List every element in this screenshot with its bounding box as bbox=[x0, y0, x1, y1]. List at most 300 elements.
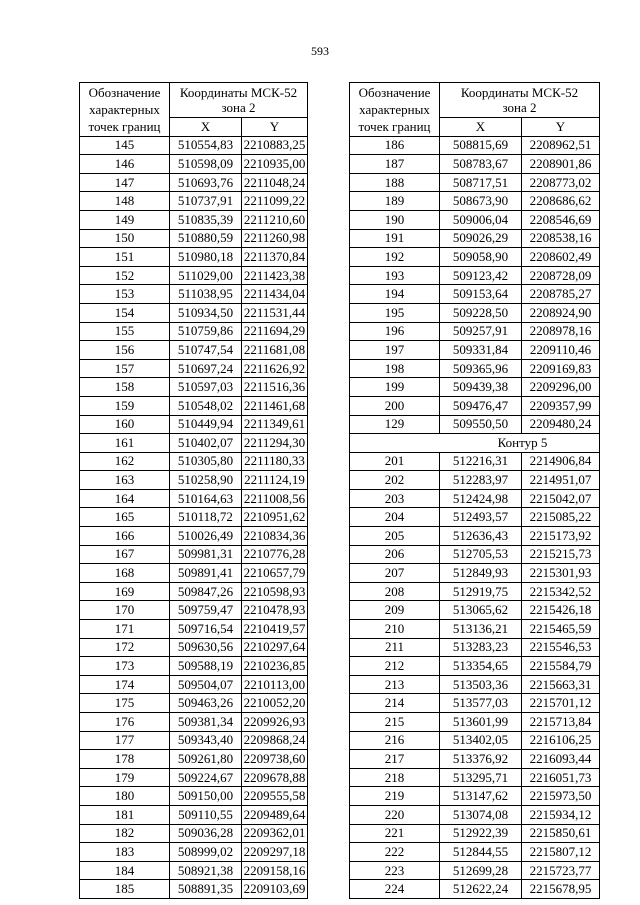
point-number-cell: 216 bbox=[350, 731, 440, 750]
point-number-cell: 217 bbox=[350, 750, 440, 769]
table-row bbox=[80, 396, 308, 415]
table-row bbox=[80, 527, 308, 546]
x-coordinate-cell: 510759,86 bbox=[170, 322, 242, 341]
y-coordinate-cell: 2215934,12 bbox=[522, 805, 600, 824]
x-coordinate-cell: 509476,47 bbox=[440, 396, 522, 415]
y-coordinate-cell: 2211531,44 bbox=[242, 303, 308, 322]
table-row bbox=[350, 378, 600, 397]
point-number-cell: 194 bbox=[350, 285, 440, 304]
table-row bbox=[80, 787, 308, 806]
x-coordinate-cell: 509110,55 bbox=[170, 805, 242, 824]
point-number-cell: 180 bbox=[80, 787, 170, 806]
table-row bbox=[80, 378, 308, 397]
x-coordinate-cell: 512699,28 bbox=[440, 861, 522, 880]
point-number-cell: 168 bbox=[80, 564, 170, 583]
point-number-cell: 181 bbox=[80, 805, 170, 824]
coordinates-table-right bbox=[349, 82, 600, 899]
x-coordinate-cell: 508815,69 bbox=[440, 136, 522, 155]
table-row bbox=[80, 601, 308, 620]
y-coordinate-cell: 2211294,30 bbox=[242, 434, 308, 453]
y-coordinate-cell: 2210236,85 bbox=[242, 657, 308, 676]
point-number-cell: 197 bbox=[350, 341, 440, 360]
header-y: Y bbox=[522, 118, 600, 137]
point-number-cell: 222 bbox=[350, 843, 440, 862]
point-number-cell: 211 bbox=[350, 638, 440, 657]
y-coordinate-cell: 2210883,25 bbox=[242, 136, 308, 155]
point-number-cell: 178 bbox=[80, 750, 170, 769]
x-coordinate-cell: 509550,50 bbox=[440, 415, 522, 434]
y-coordinate-cell: 2210834,36 bbox=[242, 527, 308, 546]
table-row bbox=[350, 266, 600, 285]
x-coordinate-cell: 510449,94 bbox=[170, 415, 242, 434]
point-number-cell: 129 bbox=[350, 415, 440, 434]
x-coordinate-cell: 512283,97 bbox=[440, 471, 522, 490]
y-coordinate-cell: 2208773,02 bbox=[522, 173, 600, 192]
x-coordinate-cell: 509381,34 bbox=[170, 713, 242, 732]
x-coordinate-cell: 512636,43 bbox=[440, 527, 522, 546]
table-row bbox=[350, 489, 600, 508]
table-row bbox=[80, 675, 308, 694]
table-row bbox=[350, 861, 600, 880]
x-coordinate-cell: 510980,18 bbox=[170, 248, 242, 267]
table-row bbox=[350, 508, 600, 527]
table-row bbox=[80, 452, 308, 471]
x-coordinate-cell: 510305,80 bbox=[170, 452, 242, 471]
x-coordinate-cell: 510747,54 bbox=[170, 341, 242, 360]
x-coordinate-cell: 512493,57 bbox=[440, 508, 522, 527]
y-coordinate-cell: 2209297,18 bbox=[242, 843, 308, 862]
table-row bbox=[80, 266, 308, 285]
x-coordinate-cell: 509981,31 bbox=[170, 545, 242, 564]
point-number-cell: 184 bbox=[80, 861, 170, 880]
point-number-cell: 189 bbox=[350, 192, 440, 211]
y-coordinate-cell: 2216093,44 bbox=[522, 750, 600, 769]
point-number-cell: 220 bbox=[350, 805, 440, 824]
y-coordinate-cell: 2208686,62 bbox=[522, 192, 600, 211]
x-coordinate-cell: 513503,36 bbox=[440, 675, 522, 694]
point-number-cell: 223 bbox=[350, 861, 440, 880]
x-coordinate-cell: 510554,83 bbox=[170, 136, 242, 155]
table-row bbox=[350, 694, 600, 713]
y-coordinate-cell: 2215713,84 bbox=[522, 713, 600, 732]
x-coordinate-cell: 512216,31 bbox=[440, 452, 522, 471]
y-coordinate-cell: 2211048,24 bbox=[242, 173, 308, 192]
point-number-cell: 193 bbox=[350, 266, 440, 285]
x-coordinate-cell: 509036,28 bbox=[170, 824, 242, 843]
x-coordinate-cell: 509228,50 bbox=[440, 303, 522, 322]
x-coordinate-cell: 508673,90 bbox=[440, 192, 522, 211]
table-row bbox=[350, 582, 600, 601]
table-row bbox=[80, 471, 308, 490]
y-coordinate-cell: 2215663,31 bbox=[522, 675, 600, 694]
x-coordinate-cell: 509439,38 bbox=[440, 378, 522, 397]
point-number-cell: 151 bbox=[80, 248, 170, 267]
y-coordinate-cell: 2208602,49 bbox=[522, 248, 600, 267]
table-row bbox=[350, 396, 600, 415]
header-point-label: Обозначение характерных точек границ bbox=[350, 83, 440, 137]
point-number-cell: 199 bbox=[350, 378, 440, 397]
table-row bbox=[350, 471, 600, 490]
table-row bbox=[80, 545, 308, 564]
x-coordinate-cell: 510548,02 bbox=[170, 396, 242, 415]
x-coordinate-cell: 509716,54 bbox=[170, 620, 242, 639]
table-row bbox=[350, 136, 600, 155]
x-coordinate-cell: 512844,55 bbox=[440, 843, 522, 862]
table-row bbox=[350, 229, 600, 248]
point-number-cell: 154 bbox=[80, 303, 170, 322]
x-coordinate-cell: 513601,99 bbox=[440, 713, 522, 732]
y-coordinate-cell: 2209110,46 bbox=[522, 341, 600, 360]
table-row bbox=[80, 750, 308, 769]
y-coordinate-cell: 2215584,79 bbox=[522, 657, 600, 676]
header-coords-label bbox=[170, 83, 308, 118]
table-row bbox=[80, 359, 308, 378]
y-coordinate-cell: 2208924,90 bbox=[522, 303, 600, 322]
x-coordinate-cell: 513283,23 bbox=[440, 638, 522, 657]
point-number-cell: 190 bbox=[350, 210, 440, 229]
point-number-cell: 212 bbox=[350, 657, 440, 676]
table-row bbox=[350, 880, 600, 899]
point-number-cell: 192 bbox=[350, 248, 440, 267]
table-row bbox=[350, 713, 600, 732]
y-coordinate-cell: 2211434,04 bbox=[242, 285, 308, 304]
point-number-cell: 179 bbox=[80, 768, 170, 787]
x-coordinate-cell: 513136,21 bbox=[440, 620, 522, 639]
x-coordinate-cell: 510118,72 bbox=[170, 508, 242, 527]
y-coordinate-cell: 2209357,99 bbox=[522, 396, 600, 415]
table-row bbox=[80, 322, 308, 341]
y-coordinate-cell: 2214906,84 bbox=[522, 452, 600, 471]
table-row bbox=[350, 322, 600, 341]
y-coordinate-cell: 2216051,73 bbox=[522, 768, 600, 787]
header-coords-line1: Координаты МСК-52 bbox=[179, 85, 298, 100]
x-coordinate-cell: 509504,07 bbox=[170, 675, 242, 694]
y-coordinate-cell: 2215546,53 bbox=[522, 638, 600, 657]
x-coordinate-cell: 509588,19 bbox=[170, 657, 242, 676]
table-row bbox=[80, 564, 308, 583]
point-number-cell: 224 bbox=[350, 880, 440, 899]
y-coordinate-cell: 2210478,93 bbox=[242, 601, 308, 620]
table-row bbox=[80, 731, 308, 750]
table-row bbox=[350, 657, 600, 676]
point-number-cell: 173 bbox=[80, 657, 170, 676]
coordinates-table-left bbox=[79, 82, 308, 899]
x-coordinate-cell: 512919,75 bbox=[440, 582, 522, 601]
x-coordinate-cell: 513376,92 bbox=[440, 750, 522, 769]
y-coordinate-cell: 2210419,57 bbox=[242, 620, 308, 639]
y-coordinate-cell: 2209738,60 bbox=[242, 750, 308, 769]
x-coordinate-cell: 510880,59 bbox=[170, 229, 242, 248]
point-number-cell: 160 bbox=[80, 415, 170, 434]
x-coordinate-cell: 513074,08 bbox=[440, 805, 522, 824]
table-row bbox=[350, 155, 600, 174]
table-row bbox=[80, 638, 308, 657]
table-row bbox=[80, 657, 308, 676]
x-coordinate-cell: 513402,05 bbox=[440, 731, 522, 750]
table-row bbox=[350, 192, 600, 211]
y-coordinate-cell: 2208728,09 bbox=[522, 266, 600, 285]
header-x: X bbox=[170, 118, 242, 137]
table-row bbox=[80, 155, 308, 174]
table-row bbox=[350, 843, 600, 862]
point-number-cell: 169 bbox=[80, 582, 170, 601]
x-coordinate-cell: 509847,26 bbox=[170, 582, 242, 601]
y-coordinate-cell: 2211124,19 bbox=[242, 471, 308, 490]
point-number-cell: 219 bbox=[350, 787, 440, 806]
point-number-cell: 206 bbox=[350, 545, 440, 564]
y-coordinate-cell: 2211099,22 bbox=[242, 192, 308, 211]
table-row bbox=[80, 582, 308, 601]
table-row bbox=[80, 210, 308, 229]
table-row bbox=[80, 489, 308, 508]
point-number-cell: 213 bbox=[350, 675, 440, 694]
y-coordinate-cell: 2211008,56 bbox=[242, 489, 308, 508]
point-number-cell: 188 bbox=[350, 173, 440, 192]
y-coordinate-cell: 2210052,20 bbox=[242, 694, 308, 713]
table-row bbox=[80, 620, 308, 639]
x-coordinate-cell: 513295,71 bbox=[440, 768, 522, 787]
y-coordinate-cell: 2209362,01 bbox=[242, 824, 308, 843]
x-coordinate-cell: 509026,29 bbox=[440, 229, 522, 248]
y-coordinate-cell: 2211681,08 bbox=[242, 341, 308, 360]
x-coordinate-cell: 510934,50 bbox=[170, 303, 242, 322]
table-row bbox=[350, 805, 600, 824]
point-number-cell: 147 bbox=[80, 173, 170, 192]
y-coordinate-cell: 2211516,36 bbox=[242, 378, 308, 397]
y-coordinate-cell: 2209926,93 bbox=[242, 713, 308, 732]
table-row bbox=[80, 694, 308, 713]
table-row bbox=[80, 713, 308, 732]
point-number-cell: 202 bbox=[350, 471, 440, 490]
point-number-cell: 165 bbox=[80, 508, 170, 527]
point-number-cell: 198 bbox=[350, 359, 440, 378]
contour-label: Контур 5 bbox=[497, 434, 548, 450]
table-row bbox=[80, 415, 308, 434]
table-row bbox=[350, 620, 600, 639]
x-coordinate-cell: 510597,03 bbox=[170, 378, 242, 397]
y-coordinate-cell: 2210935,00 bbox=[242, 155, 308, 174]
point-number-cell: 207 bbox=[350, 564, 440, 583]
point-number-cell: 195 bbox=[350, 303, 440, 322]
y-coordinate-cell: 2215426,18 bbox=[522, 601, 600, 620]
contour-label-cell bbox=[350, 434, 600, 453]
table-row bbox=[350, 248, 600, 267]
table-row bbox=[80, 843, 308, 862]
x-coordinate-cell: 509630,56 bbox=[170, 638, 242, 657]
table-row bbox=[80, 341, 308, 360]
page-number: 593 bbox=[311, 44, 329, 58]
table-row bbox=[80, 805, 308, 824]
point-number-cell: 149 bbox=[80, 210, 170, 229]
point-number-cell: 203 bbox=[350, 489, 440, 508]
x-coordinate-cell: 511038,95 bbox=[170, 285, 242, 304]
table-row bbox=[350, 285, 600, 304]
x-coordinate-cell: 510693,76 bbox=[170, 173, 242, 192]
y-coordinate-cell: 2211180,33 bbox=[242, 452, 308, 471]
table-row bbox=[80, 136, 308, 155]
y-coordinate-cell: 2211694,29 bbox=[242, 322, 308, 341]
x-coordinate-cell: 509224,67 bbox=[170, 768, 242, 787]
x-coordinate-cell: 509365,96 bbox=[440, 359, 522, 378]
x-coordinate-cell: 510402,07 bbox=[170, 434, 242, 453]
x-coordinate-cell: 510258,90 bbox=[170, 471, 242, 490]
table-row bbox=[350, 638, 600, 657]
point-number-cell: 146 bbox=[80, 155, 170, 174]
y-coordinate-cell: 2215342,52 bbox=[522, 582, 600, 601]
y-coordinate-cell: 2211370,84 bbox=[242, 248, 308, 267]
point-number-cell: 185 bbox=[80, 880, 170, 899]
point-number-cell: 210 bbox=[350, 620, 440, 639]
x-coordinate-cell: 512622,24 bbox=[440, 880, 522, 899]
table-row bbox=[350, 675, 600, 694]
y-coordinate-cell: 2209158,16 bbox=[242, 861, 308, 880]
header-coords-line1: Координаты МСК-52 bbox=[460, 85, 579, 100]
y-coordinate-cell: 2215807,12 bbox=[522, 843, 600, 862]
table-row bbox=[350, 210, 600, 229]
point-number-cell: 164 bbox=[80, 489, 170, 508]
table-row bbox=[80, 434, 308, 453]
y-coordinate-cell: 2211423,38 bbox=[242, 266, 308, 285]
y-coordinate-cell: 2210776,28 bbox=[242, 545, 308, 564]
point-number-cell: 157 bbox=[80, 359, 170, 378]
table-row bbox=[350, 341, 600, 360]
y-coordinate-cell: 2209169,83 bbox=[522, 359, 600, 378]
table-row bbox=[350, 359, 600, 378]
point-number-cell: 196 bbox=[350, 322, 440, 341]
x-coordinate-cell: 509331,84 bbox=[440, 341, 522, 360]
point-number-cell: 172 bbox=[80, 638, 170, 657]
table-row bbox=[350, 601, 600, 620]
header-coords-label bbox=[440, 83, 600, 118]
point-number-cell: 187 bbox=[350, 155, 440, 174]
point-number-cell: 153 bbox=[80, 285, 170, 304]
point-number-cell: 167 bbox=[80, 545, 170, 564]
y-coordinate-cell: 2209678,88 bbox=[242, 768, 308, 787]
point-number-cell: 218 bbox=[350, 768, 440, 787]
table-row bbox=[80, 192, 308, 211]
y-coordinate-cell: 2209868,24 bbox=[242, 731, 308, 750]
point-number-cell: 221 bbox=[350, 824, 440, 843]
y-coordinate-cell: 2209489,64 bbox=[242, 805, 308, 824]
y-coordinate-cell: 2209103,69 bbox=[242, 880, 308, 899]
point-number-cell: 182 bbox=[80, 824, 170, 843]
y-coordinate-cell: 2208546,69 bbox=[522, 210, 600, 229]
y-coordinate-cell: 2208538,16 bbox=[522, 229, 600, 248]
table-row bbox=[80, 229, 308, 248]
x-coordinate-cell: 512922,39 bbox=[440, 824, 522, 843]
y-coordinate-cell: 2210657,79 bbox=[242, 564, 308, 583]
y-coordinate-cell: 2210113,00 bbox=[242, 675, 308, 694]
y-coordinate-cell: 2208962,51 bbox=[522, 136, 600, 155]
y-coordinate-cell: 2211461,68 bbox=[242, 396, 308, 415]
table-row bbox=[80, 824, 308, 843]
header-point-label: Обозначение характерных точек границ bbox=[80, 83, 170, 137]
point-number-cell: 200 bbox=[350, 396, 440, 415]
point-number-cell: 208 bbox=[350, 582, 440, 601]
y-coordinate-cell: 2210297,64 bbox=[242, 638, 308, 657]
table-row bbox=[350, 545, 600, 564]
x-coordinate-cell: 512705,53 bbox=[440, 545, 522, 564]
point-number-cell: 209 bbox=[350, 601, 440, 620]
y-coordinate-cell: 2208785,27 bbox=[522, 285, 600, 304]
point-number-cell: 166 bbox=[80, 527, 170, 546]
table-row bbox=[350, 564, 600, 583]
table-row bbox=[350, 768, 600, 787]
point-number-cell: 163 bbox=[80, 471, 170, 490]
x-coordinate-cell: 510697,24 bbox=[170, 359, 242, 378]
point-number-cell: 150 bbox=[80, 229, 170, 248]
y-coordinate-cell: 2208978,16 bbox=[522, 322, 600, 341]
y-coordinate-cell: 2215465,59 bbox=[522, 620, 600, 639]
point-number-cell: 161 bbox=[80, 434, 170, 453]
y-coordinate-cell: 2210598,93 bbox=[242, 582, 308, 601]
x-coordinate-cell: 509261,80 bbox=[170, 750, 242, 769]
point-number-cell: 174 bbox=[80, 675, 170, 694]
point-number-cell: 158 bbox=[80, 378, 170, 397]
table-row bbox=[350, 824, 600, 843]
y-coordinate-cell: 2215301,93 bbox=[522, 564, 600, 583]
y-coordinate-cell: 2211349,61 bbox=[242, 415, 308, 434]
x-coordinate-cell: 512849,93 bbox=[440, 564, 522, 583]
x-coordinate-cell: 513577,03 bbox=[440, 694, 522, 713]
point-number-cell: 175 bbox=[80, 694, 170, 713]
y-coordinate-cell: 2211626,92 bbox=[242, 359, 308, 378]
y-coordinate-cell: 2215701,12 bbox=[522, 694, 600, 713]
y-coordinate-cell: 2210951,62 bbox=[242, 508, 308, 527]
table-row bbox=[350, 750, 600, 769]
y-coordinate-cell: 2215085,22 bbox=[522, 508, 600, 527]
x-coordinate-cell: 509123,42 bbox=[440, 266, 522, 285]
point-number-cell: 155 bbox=[80, 322, 170, 341]
point-number-cell: 156 bbox=[80, 341, 170, 360]
table-row bbox=[80, 880, 308, 899]
y-coordinate-cell: 2211210,60 bbox=[242, 210, 308, 229]
x-coordinate-cell: 509257,91 bbox=[440, 322, 522, 341]
x-coordinate-cell: 509153,64 bbox=[440, 285, 522, 304]
table-row bbox=[80, 173, 308, 192]
y-coordinate-cell: 2215042,07 bbox=[522, 489, 600, 508]
contour-row bbox=[350, 434, 600, 453]
x-coordinate-cell: 511029,00 bbox=[170, 266, 242, 285]
y-coordinate-cell: 2209296,00 bbox=[522, 378, 600, 397]
table-row bbox=[350, 731, 600, 750]
header-y: Y bbox=[242, 118, 308, 137]
x-coordinate-cell: 509891,41 bbox=[170, 564, 242, 583]
x-coordinate-cell: 512424,98 bbox=[440, 489, 522, 508]
y-coordinate-cell: 2211260,98 bbox=[242, 229, 308, 248]
header-x: X bbox=[440, 118, 522, 137]
x-coordinate-cell: 510164,63 bbox=[170, 489, 242, 508]
table-row bbox=[80, 768, 308, 787]
point-number-cell: 215 bbox=[350, 713, 440, 732]
table-row bbox=[80, 303, 308, 322]
y-coordinate-cell: 2214951,07 bbox=[522, 471, 600, 490]
header-coords-line2: зона 2 bbox=[221, 100, 256, 115]
x-coordinate-cell: 509343,40 bbox=[170, 731, 242, 750]
point-number-cell: 183 bbox=[80, 843, 170, 862]
x-coordinate-cell: 508921,38 bbox=[170, 861, 242, 880]
x-coordinate-cell: 510835,39 bbox=[170, 210, 242, 229]
x-coordinate-cell: 508891,35 bbox=[170, 880, 242, 899]
point-number-cell: 186 bbox=[350, 136, 440, 155]
x-coordinate-cell: 509150,00 bbox=[170, 787, 242, 806]
y-coordinate-cell: 2215850,61 bbox=[522, 824, 600, 843]
table-row bbox=[350, 527, 600, 546]
y-coordinate-cell: 2209555,58 bbox=[242, 787, 308, 806]
y-coordinate-cell: 2215973,50 bbox=[522, 787, 600, 806]
point-number-cell: 201 bbox=[350, 452, 440, 471]
point-number-cell: 162 bbox=[80, 452, 170, 471]
